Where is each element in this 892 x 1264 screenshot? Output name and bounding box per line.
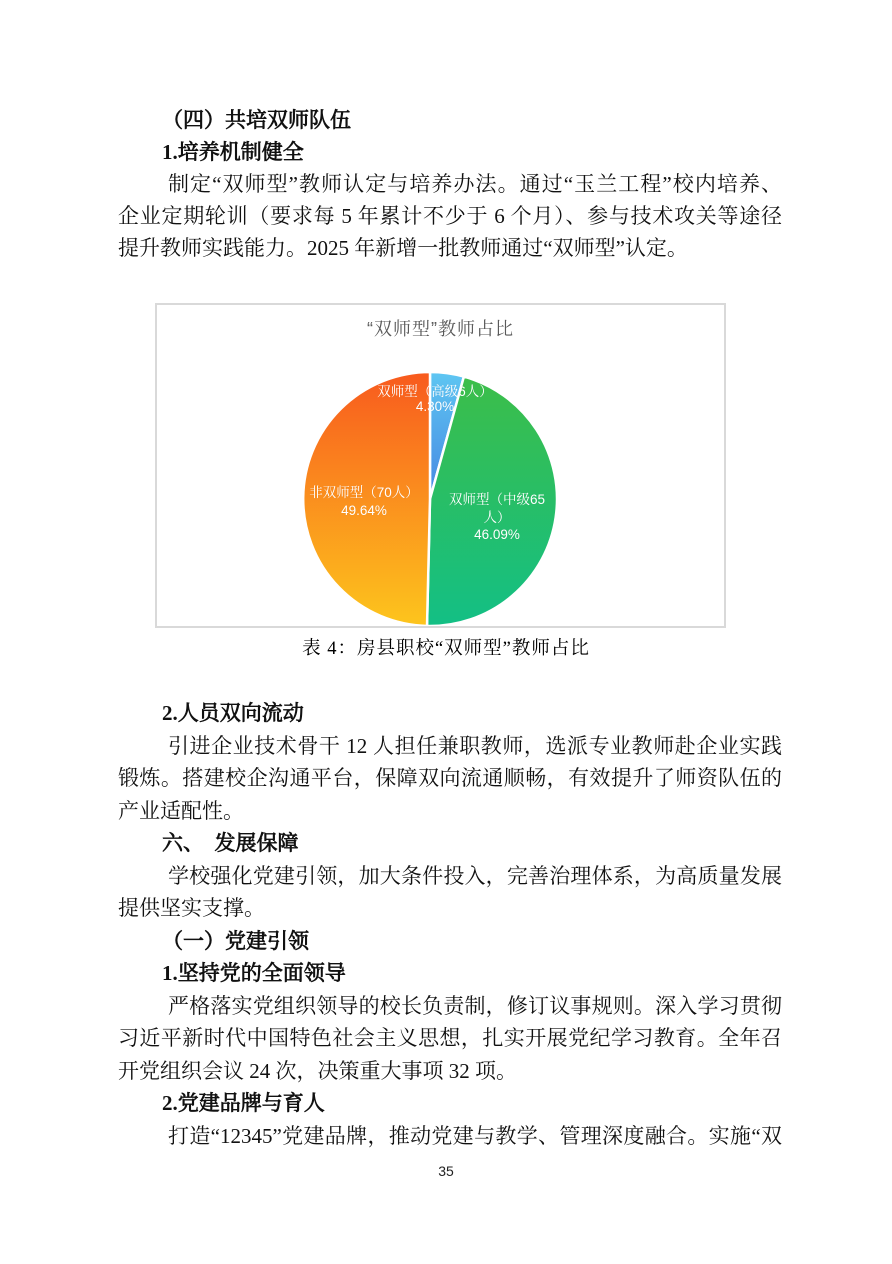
pie-label-line: 双师型（中级65 (448, 492, 546, 507)
section-heading: （一）党建引领 (162, 928, 309, 953)
body-line: 制定“双师型”教师认定与培养办法。通过“玉兰工程”校内培养、 (168, 172, 782, 196)
body-line: 打造“12345”党建品牌，推动党建与教学、管理深度融合。实施“双 (168, 1123, 782, 1148)
pie-chart (155, 303, 726, 628)
text-block-lower (118, 697, 782, 1152)
pie-label-pct: 49.64% (341, 502, 387, 518)
body-line: 严格落实党组织领导的校长负责制，修订议事规则。深入学习贯彻 (168, 993, 782, 1018)
pie-slice-label-nondual (309, 484, 419, 519)
pie-label-line: 非双师型（70人） (309, 485, 419, 500)
sub-heading: 1.培养机制健全 (162, 140, 304, 164)
body-line: 习近平新时代中国特色社会主义思想，扎实开展党纪学习教育。全年召 (118, 1026, 782, 1050)
pie-label-pct: 4.30% (415, 398, 455, 414)
body-line: 引进企业技术骨干 12 人担任兼职教师，选派专业教师赴企业实践 (168, 733, 782, 758)
section-heading: 六、 发展保障 (162, 831, 299, 855)
body-line: 产业适配性。 (118, 798, 244, 823)
pie-label-line: 双师型（高级6人） (377, 384, 493, 399)
pie-slice-label-senior (377, 385, 493, 414)
body-line: 提供坚实支撑。 (118, 896, 265, 920)
pie-slice-label-middle (449, 491, 545, 544)
sub-heading: 1.坚持党的全面领导 (162, 961, 346, 985)
pie-label-pct: 46.09% (474, 527, 520, 542)
sub-heading: 2.人员双向流动 (162, 701, 304, 725)
table-caption: 表 4：房县职校“双师型”教师占比 (302, 639, 590, 659)
chart-title: “双师型”教师占比 (367, 319, 514, 339)
page-number: 35 (438, 1163, 454, 1179)
sub-heading: 2.党建品牌与育人 (162, 1091, 325, 1115)
body-line: 锻炼。搭建校企沟通平台，保障双向流通顺畅，有效提升了师资队伍的 (118, 766, 782, 790)
pie-graphic (157, 305, 724, 626)
body-line: 开党组织会议 24 次，决策重大事项 32 项。 (118, 1058, 517, 1083)
body-line: 企业定期轮训（要求每 5 年累计不少于 6 个月）、参与技术攻关等途径 (118, 204, 782, 228)
body-line: 提升教师实践能力。2025 年新增一批教师通过“双师型”认定。 (118, 236, 688, 260)
section-heading: （四）共培双师队伍 (162, 108, 351, 132)
body-line: 学校强化党建引领，加大条件投入，完善治理体系，为高质量发展 (168, 863, 782, 888)
text-block-upper (118, 104, 782, 264)
pie-label-line: 人） (483, 509, 511, 525)
